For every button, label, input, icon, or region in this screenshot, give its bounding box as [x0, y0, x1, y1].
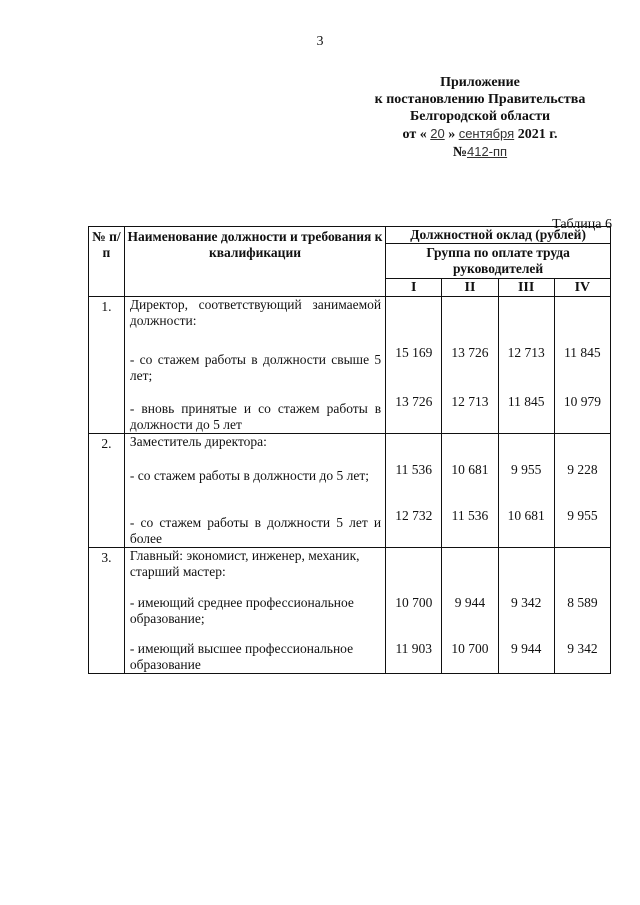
value: 10 700 [451, 641, 489, 656]
value-cell [498, 297, 554, 434]
date-day: 20 [430, 126, 445, 141]
value-cell [442, 297, 498, 434]
value: 13 726 [395, 394, 433, 409]
table-row [89, 548, 611, 674]
row-number: 3. [89, 548, 125, 674]
row-description [124, 548, 385, 674]
value: 11 845 [507, 394, 545, 409]
header-group: Группа по оплате труда руководителей [386, 244, 611, 279]
value-cell [386, 297, 442, 434]
header-num: № п/п [89, 227, 125, 297]
value: 9 955 [510, 462, 542, 477]
value-cell [442, 548, 498, 674]
value: 8 589 [567, 595, 598, 610]
value: 9 228 [567, 462, 598, 477]
value-cell [498, 434, 554, 548]
appendix-block [360, 74, 600, 161]
row-description [124, 434, 385, 548]
row-number: 2. [89, 434, 125, 548]
appendix-title: Приложение [440, 75, 520, 90]
value-cell [498, 548, 554, 674]
row-item: - имеющий высшее профессиональное образование [129, 641, 354, 672]
value: 9 342 [567, 641, 598, 656]
value: 10 681 [507, 508, 545, 523]
number-prefix: № [452, 145, 467, 160]
value: 11 536 [451, 508, 489, 523]
header-group-3: III [498, 279, 554, 297]
value-cell [554, 548, 610, 674]
value: 9 342 [510, 595, 542, 610]
appendix-date-line [360, 125, 600, 143]
row-item: - со стажем работы в должности до 5 лет; [129, 468, 370, 483]
header-group-1: I [386, 279, 442, 297]
value-cell [442, 434, 498, 548]
value: 9 955 [567, 508, 598, 523]
value-cell [554, 434, 610, 548]
header-salary: Должностной оклад (рублей) [386, 227, 611, 244]
row-title: Заместитель директора: [129, 434, 267, 449]
value: 15 169 [395, 345, 433, 360]
value-cell [386, 548, 442, 674]
table-row [89, 434, 611, 548]
value: 10 700 [395, 595, 433, 610]
value: 11 903 [395, 641, 433, 656]
row-number: 1. [89, 297, 125, 434]
table-title: Таблица 6 [552, 217, 612, 232]
value: 11 845 [564, 345, 601, 360]
row-item: - со стажем работы в должности 5 лет и более [129, 515, 382, 546]
header-name: Наименование должности и требования к квалификации [124, 227, 385, 297]
date-year: 2021 г. [517, 127, 558, 142]
value: 9 944 [454, 595, 486, 610]
appendix-line-resolution: к постановлению Правительства [374, 92, 586, 107]
row-item: - имеющий среднее профессиональное образование; [129, 595, 354, 626]
value: 12 713 [451, 394, 489, 409]
date-prefix: от « [402, 127, 427, 142]
value: 11 536 [395, 462, 433, 477]
value: 12 713 [507, 345, 545, 360]
salary-table [88, 226, 611, 674]
date-month: сентября [458, 126, 515, 141]
value-cell [554, 297, 610, 434]
value: 10 681 [451, 462, 489, 477]
row-item: - со стажем работы в должности свыше 5 лет; [129, 352, 382, 383]
appendix-number-line [360, 143, 600, 161]
row-title: Директор, соответствующий занимаемой должности: [129, 297, 382, 328]
row-description [124, 297, 385, 434]
header-group-4: IV [554, 279, 610, 297]
value-cell [386, 434, 442, 548]
value: 13 726 [451, 345, 489, 360]
page-number: 3 [316, 34, 324, 49]
header-group-2: II [442, 279, 498, 297]
date-mid: » [448, 127, 456, 142]
value: 10 979 [563, 394, 601, 409]
row-item: - вновь принятые и со стажем работы в должности до 5 лет [129, 401, 382, 432]
number-value: 412-пп [466, 144, 508, 159]
row-title: Главный: экономист, инженер, механик, старший мастер: [129, 548, 360, 579]
value: 12 732 [395, 508, 433, 523]
appendix-line-region: Белгородской области [409, 109, 551, 124]
value: 9 944 [510, 641, 542, 656]
table-row [89, 297, 611, 434]
